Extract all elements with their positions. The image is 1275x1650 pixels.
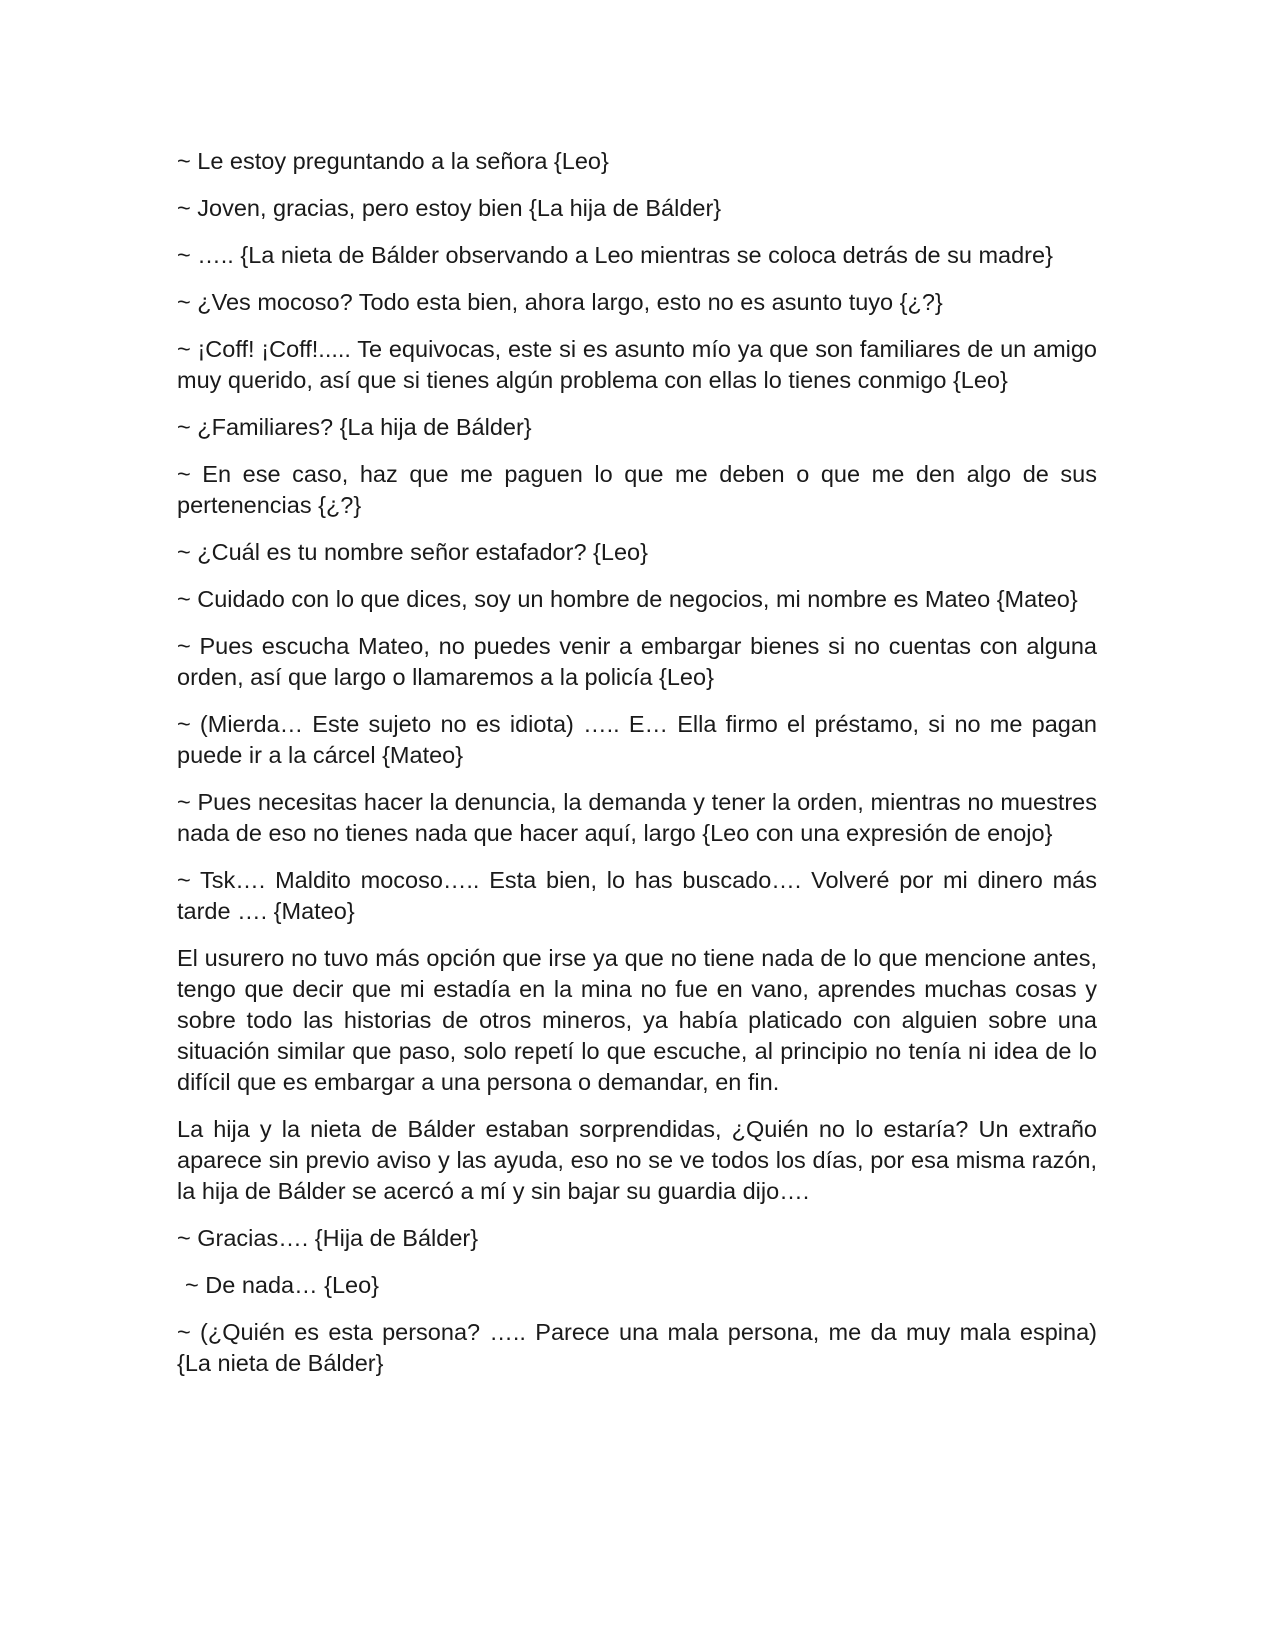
paragraph: ~ Cuidado con lo que dices, soy un hombre de negocios, mi nombre es Mateo {Mateo} xyxy=(177,586,1078,612)
text-body xyxy=(177,146,1097,1395)
paragraph: ~ Tsk…. Maldito mocoso….. Esta bien, lo has buscado…. Volveré por mi dinero más tarde …. {Mateo} xyxy=(177,867,1097,924)
paragraph: ~ (Mierda… Este sujeto no es idiota) ….. E… Ella firmo el préstamo, si no me pagan puede ir a la cárcel {Mateo} xyxy=(177,711,1097,768)
paragraph: La hija y la nieta de Bálder estaban sorprendidas, ¿Quién no lo estaría? Un extraño aparece sin previo aviso y las ayuda, eso no se ve todos los días, por esa misma razón, la hija de Bálder se acercó a mí y sin bajar su guardia dijo…. xyxy=(177,1116,1097,1204)
paragraph: ~ ¿Familiares? {La hija de Bálder} xyxy=(177,414,532,440)
paragraph: ~ Joven, gracias, pero estoy bien {La hija de Bálder} xyxy=(177,195,722,221)
paragraph: ~ En ese caso, haz que me paguen lo que me deben o que me den algo de sus pertenencias {¿?} xyxy=(177,461,1097,518)
paragraph: ~ Pues escucha Mateo, no puedes venir a embargar bienes si no cuentas con alguna orden, así que largo o llamaremos a la policía {Leo} xyxy=(177,633,1097,690)
paragraph: El usurero no tuvo más opción que irse ya que no tiene nada de lo que mencione antes, tengo que decir que mi estadía en la mina no fue en vano, aprendes muchas cosas y sobre todo las historias de otros mineros, ya había platicado con alguien sobre una situación similar que paso, solo repetí lo que escuche, al principio no tenía ni idea de lo difícil que es embargar a una persona o demandar, en fin. xyxy=(177,945,1097,1095)
paragraph: ~ Le estoy preguntando a la señora {Leo} xyxy=(177,148,609,174)
paragraph: ~ De nada… {Leo} xyxy=(185,1272,380,1298)
paragraph: ~ ….. {La nieta de Bálder observando a Leo mientras se coloca detrás de su madre} xyxy=(177,242,1053,268)
paragraph: ~ Pues necesitas hacer la denuncia, la demanda y tener la orden, mientras no muestres nada de eso no tienes nada que hacer aquí, largo {Leo con una expresión de enojo} xyxy=(177,789,1097,846)
paragraph: ~ (¿Quién es esta persona? ….. Parece una mala persona, me da muy mala espina) {La nieta de Bálder} xyxy=(177,1319,1097,1376)
paragraph: ~ Gracias…. {Hija de Bálder} xyxy=(177,1225,479,1251)
paragraph: ~ ¿Ves mocoso? Todo esta bien, ahora largo, esto no es asunto tuyo {¿?} xyxy=(177,289,943,315)
paragraph: ~ ¿Cuál es tu nombre señor estafador? {Leo} xyxy=(177,539,648,565)
paragraph: ~ ¡Coff! ¡Coff!..... Te equivocas, este si es asunto mío ya que son familiares de un amigo muy querido, así que si tienes algún problema con ellas lo tienes conmigo {Leo} xyxy=(177,336,1097,393)
